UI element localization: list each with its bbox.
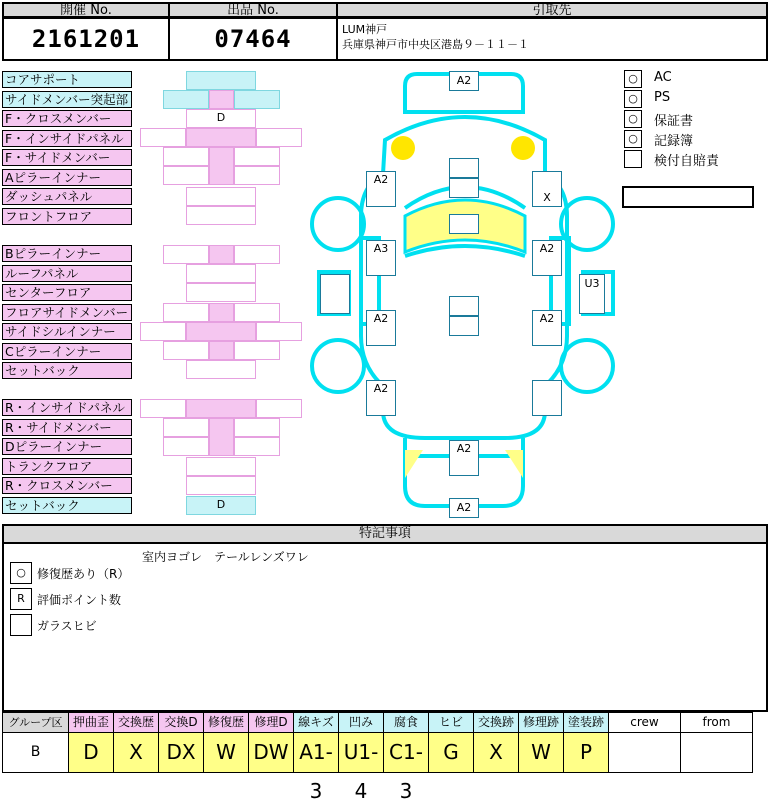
equipment-checkbox: ○ — [624, 70, 642, 88]
session-no-header: 開催 No. — [2, 2, 170, 18]
grade-header: 線キズ — [293, 712, 339, 733]
part-label: センターフロア — [2, 284, 132, 301]
grid-f-inside-center — [186, 128, 256, 147]
pad-rear-upper: A2 — [449, 440, 479, 476]
part-label: R・インサイドパネル — [2, 399, 132, 416]
legend-mark: R — [10, 588, 32, 610]
grid-center-floor — [186, 283, 256, 302]
legend-mark — [10, 614, 32, 636]
grade-header: 交換歴 — [113, 712, 159, 733]
grid-floor-side-left — [163, 303, 209, 322]
grade-value: W — [518, 732, 564, 773]
grid-setback-rear: D — [186, 496, 256, 515]
grid-f-cross: D — [186, 109, 256, 128]
grade-header: グループ区 — [2, 712, 69, 733]
grade-value — [608, 732, 681, 773]
grid-r-inside-right — [256, 399, 302, 418]
grid-front-floor — [186, 206, 256, 225]
destination-block — [336, 17, 768, 61]
grade-value: B — [2, 732, 69, 773]
part-label: サイドシルインナー — [2, 323, 132, 340]
grid-b-pillar-center — [209, 245, 234, 264]
grid-r-side-center — [209, 418, 234, 456]
legend-label: 修復歴あり（R） — [37, 567, 130, 581]
part-label: Cピラーインナー — [2, 343, 132, 360]
grid-setback-mid — [186, 360, 256, 379]
grid-d-pillar-right — [234, 437, 280, 456]
grid-f-side-center — [209, 147, 234, 185]
part-label: フロントフロア — [2, 208, 132, 225]
pad-hood-lower — [449, 178, 479, 198]
pad-roof-lower — [449, 316, 479, 336]
grade-header: from — [680, 712, 753, 733]
grade-value: DW — [248, 732, 294, 773]
legend-label: ガラスヒビ — [37, 619, 97, 633]
grade-value: U1-4 — [338, 732, 384, 773]
grade-header: 修復歴 — [203, 712, 249, 733]
grid-f-inside-left — [140, 128, 186, 147]
part-label: F・クロスメンバー — [2, 110, 132, 127]
grade-value: X — [113, 732, 159, 773]
session-number: 2161201 — [2, 17, 170, 61]
pad-hood-upper — [449, 158, 479, 178]
grid-c-pillar-left — [163, 341, 209, 360]
equipment-checkbox: ○ — [624, 90, 642, 108]
part-label: R・サイドメンバー — [2, 419, 132, 436]
pad-right-center: A2 — [532, 310, 562, 346]
part-label: セットバック — [2, 362, 132, 379]
grid-side-sill-center — [186, 322, 256, 341]
grid-a-pillar-left — [163, 166, 209, 185]
pad-right-front: X — [532, 171, 562, 207]
notes-text: 室内ヨゴレ テールレンズワレ — [142, 550, 309, 564]
pad-right-side: U3 — [579, 274, 605, 314]
grade-header: 修理D — [248, 712, 294, 733]
equipment-checkbox — [624, 150, 642, 168]
part-label: Bピラーインナー — [2, 245, 132, 262]
equipment-label: 検付自賠責 — [654, 154, 720, 169]
grid-f-side-left — [163, 147, 209, 166]
legend-label: 評価ポイント数 — [37, 593, 122, 607]
part-label: Aピラーインナー — [2, 169, 132, 186]
part-label: ルーフパネル — [2, 265, 132, 282]
grade-value: DX — [158, 732, 204, 773]
equipment-label: 記録簿 — [654, 134, 694, 149]
grade-value: G — [428, 732, 474, 773]
grade-value: C1-3 — [383, 732, 429, 773]
grid-core-support — [186, 71, 256, 90]
grade-value — [680, 732, 753, 773]
grid-r-side-right — [234, 418, 280, 437]
grid-a-pillar-right — [234, 166, 280, 185]
grid-side-sill-left — [140, 322, 186, 341]
destination-header: 引取先 — [336, 2, 768, 18]
pad-rear: A2 — [449, 498, 479, 518]
grade-header: 修理跡 — [518, 712, 564, 733]
grid-r-side-left — [163, 418, 209, 437]
pad-left-side — [320, 274, 350, 314]
pad-front: A2 — [449, 71, 479, 91]
lot-no-header: 出品 No. — [168, 2, 338, 18]
equipment-label: AC — [654, 70, 672, 85]
grid-f-inside-right — [256, 128, 302, 147]
grid-r-inside-left — [140, 399, 186, 418]
grid-side-member-center — [209, 90, 234, 109]
grid-side-member-right — [234, 90, 280, 109]
part-label: トランクフロア — [2, 458, 132, 475]
part-label: F・サイドメンバー — [2, 149, 132, 166]
grid-b-pillar-left — [163, 245, 209, 264]
equipment-note-box — [622, 186, 754, 208]
destination-name: LUM神戸 — [342, 23, 388, 36]
grade-header: crew — [608, 712, 681, 733]
pad-roof-upper — [449, 296, 479, 316]
grid-floor-side-right — [234, 303, 280, 322]
grid-d-pillar-left — [163, 437, 209, 456]
grid-trunk — [186, 457, 256, 476]
pad-right-rear — [532, 380, 562, 416]
grade-value: W — [203, 732, 249, 773]
equipment-label: PS — [654, 90, 671, 105]
part-label: サイドメンバー突起部 — [2, 91, 132, 108]
pad-left-pillar: A3 — [366, 240, 396, 276]
part-label: Dピラーインナー — [2, 438, 132, 455]
pad-left-front: A2 — [366, 171, 396, 207]
grid-b-pillar-right — [234, 245, 280, 264]
grid-f-side-right — [234, 147, 280, 166]
grid-roof — [186, 264, 256, 283]
notes-title: 特記事項 — [2, 524, 768, 544]
grade-header: 腐食 — [383, 712, 429, 733]
equipment-label: 保証書 — [654, 114, 694, 129]
grid-side-sill-right — [256, 322, 302, 341]
grid-side-member-left — [163, 90, 209, 109]
pad-left-center: A2 — [366, 310, 396, 346]
grid-c-pillar-right — [234, 341, 280, 360]
grid-r-cross — [186, 476, 256, 495]
grade-header: 交換D — [158, 712, 204, 733]
equipment-checkbox: ○ — [624, 130, 642, 148]
grade-value: A1-3 — [293, 732, 339, 773]
grid-dash — [186, 187, 256, 206]
legend-mark: ○ — [10, 562, 32, 584]
pad-windshield — [449, 214, 479, 234]
equipment-checkbox: ○ — [624, 110, 642, 128]
grade-value: P — [563, 732, 609, 773]
grid-floor-side-center — [209, 303, 234, 322]
part-label: ダッシュパネル — [2, 188, 132, 205]
lot-number: 07464 — [168, 17, 338, 61]
pad-right-pillar: A2 — [532, 240, 562, 276]
part-label: セットバック — [2, 497, 132, 514]
grade-value: X — [473, 732, 519, 773]
part-label: フロアサイドメンバー — [2, 304, 132, 321]
grade-header: 凹み — [338, 712, 384, 733]
grade-header: 押曲歪 — [68, 712, 114, 733]
part-label: F・インサイドパネル — [2, 130, 132, 147]
grade-header: ヒビ — [428, 712, 474, 733]
destination-address: 兵庫県神戸市中央区港島９－１１－１ — [342, 38, 529, 51]
pad-left-rear: A2 — [366, 380, 396, 416]
part-label: R・クロスメンバー — [2, 477, 132, 494]
grade-header: 交換跡 — [473, 712, 519, 733]
grid-r-inside-center — [186, 399, 256, 418]
grade-value: D — [68, 732, 114, 773]
grade-header: 塗装跡 — [563, 712, 609, 733]
part-label: コアサポート — [2, 71, 132, 88]
grid-c-pillar-center — [209, 341, 234, 360]
